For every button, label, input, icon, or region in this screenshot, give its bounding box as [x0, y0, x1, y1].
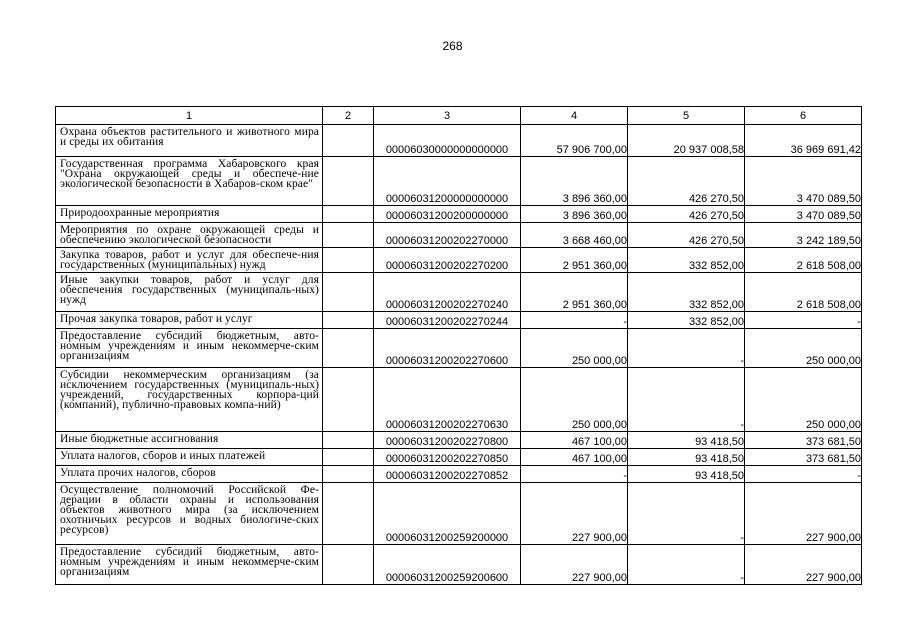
table-row — [56, 248, 862, 273]
row-name-cell: Охрана объектов растительного и животного мира и среды их обитания — [56, 125, 323, 157]
row-col6-value: 227 900,00 — [745, 483, 862, 545]
row-code-cell: 00006031200202270200 — [374, 248, 521, 273]
header-col-2: 2 — [323, 107, 374, 125]
row-name-cell: Иные закупки товаров, работ и услуг для обеспечения государственных (муниципаль-ных) нужд — [56, 273, 323, 312]
row-col5-value: - — [628, 368, 745, 432]
row-col6-value: 2 618 508,00 — [745, 248, 862, 273]
row-code-cell: 00006031200202270240 — [374, 273, 521, 312]
row-col6-value: 3 470 089,50 — [745, 157, 862, 206]
row-code-cell: 00006031200202270600 — [374, 329, 521, 368]
row-code-cell: 00006031200000000000 — [374, 157, 521, 206]
row-col6-value: - — [745, 466, 862, 483]
row-col2-cell — [323, 157, 374, 206]
table-row — [56, 312, 862, 329]
row-code-cell: 00006031200259200000 — [374, 483, 521, 545]
row-col5-value: 426 270,50 — [628, 157, 745, 206]
row-col2-cell — [323, 312, 374, 329]
row-col2-cell — [323, 466, 374, 483]
row-code-cell: 00006031200200000000 — [374, 206, 521, 223]
row-code-cell: 00006030000000000000 — [374, 125, 521, 157]
row-col6-value: 373 681,50 — [745, 432, 862, 449]
row-col4-value: 2 951 360,00 — [521, 273, 628, 312]
row-col4-value: - — [521, 466, 628, 483]
header-col-5: 5 — [628, 107, 745, 125]
row-col2-cell — [323, 329, 374, 368]
row-col6-value: 2 618 508,00 — [745, 273, 862, 312]
row-col2-cell — [323, 206, 374, 223]
row-col5-value: 93 418,50 — [628, 449, 745, 466]
row-col2-cell — [323, 368, 374, 432]
row-col4-value: 2 951 360,00 — [521, 248, 628, 273]
header-col-1: 1 — [56, 107, 323, 125]
table-row — [56, 329, 862, 368]
row-name-cell: Государственная программа Хабаровского края "Охрана окружающей среды и обеспече-ние экологической безопасности в Хабаров-ском крае" — [56, 157, 323, 206]
row-code-cell: 00006031200202270244 — [374, 312, 521, 329]
row-col4-value: 467 100,00 — [521, 432, 628, 449]
row-col5-value: - — [628, 483, 745, 545]
row-col4-value: - — [521, 312, 628, 329]
row-name-cell: Предоставление субсидий бюджетным, авто-номным учреждениям и иным некоммерче-ским организациям — [56, 545, 323, 585]
row-col4-value: 3 896 360,00 — [521, 206, 628, 223]
row-col5-value: 20 937 008,58 — [628, 125, 745, 157]
table-row — [56, 545, 862, 585]
row-name-cell: Мероприятия по охране окружающей среды и обеспечению экологической безопасности — [56, 223, 323, 248]
page-number: 268 — [442, 39, 463, 53]
row-col4-value: 467 100,00 — [521, 449, 628, 466]
table-row — [56, 206, 862, 223]
header-col-6: 6 — [745, 107, 862, 125]
row-col4-value: 250 000,00 — [521, 368, 628, 432]
row-col6-value: 3 470 089,50 — [745, 206, 862, 223]
row-col5-value: 332 852,00 — [628, 312, 745, 329]
table-row — [56, 223, 862, 248]
row-col4-value: 57 906 700,00 — [521, 125, 628, 157]
table-row — [56, 157, 862, 206]
row-col4-value: 3 896 360,00 — [521, 157, 628, 206]
row-col2-cell — [323, 432, 374, 449]
row-col2-cell — [323, 483, 374, 545]
table-row — [56, 125, 862, 157]
header-row — [56, 107, 862, 125]
row-name-cell: Осуществление полномочий Российской Фе-дерации в области охраны и использования объектов животного мира (за исключением охотничьих ресурсов и водных биологиче-ских ресурсов) — [56, 483, 323, 545]
table-row — [56, 273, 862, 312]
row-col2-cell — [323, 248, 374, 273]
row-col2-cell — [323, 273, 374, 312]
row-code-cell: 00006031200202270800 — [374, 432, 521, 449]
row-name-cell: Субсидии некоммерческим организациям (за исключением государственных (муниципаль-ных) учреждений, государственных корпора-ций (компаний), публично-правовых компа-ний) — [56, 368, 323, 432]
row-col6-value: 373 681,50 — [745, 449, 862, 466]
row-col5-value: 332 852,00 — [628, 248, 745, 273]
table-row — [56, 483, 862, 545]
row-name-cell: Уплата налогов, сборов и иных платежей — [56, 449, 323, 466]
row-col5-value: 93 418,50 — [628, 432, 745, 449]
row-col6-value: 250 000,00 — [745, 368, 862, 432]
row-name-cell: Прочая закупка товаров, работ и услуг — [56, 312, 323, 329]
row-col6-value: 227 900,00 — [745, 545, 862, 585]
table-row — [56, 432, 862, 449]
row-code-cell: 00006031200202270000 — [374, 223, 521, 248]
row-col5-value: 426 270,50 — [628, 223, 745, 248]
row-col6-value: 3 242 189,50 — [745, 223, 862, 248]
row-col2-cell — [323, 449, 374, 466]
row-col4-value: 250 000,00 — [521, 329, 628, 368]
row-col5-value: 426 270,50 — [628, 206, 745, 223]
table-row — [56, 466, 862, 483]
row-col4-value: 3 668 460,00 — [521, 223, 628, 248]
row-col5-value: 93 418,50 — [628, 466, 745, 483]
row-name-cell: Природоохранные мероприятия — [56, 206, 323, 223]
row-code-cell: 00006031200202270850 — [374, 449, 521, 466]
row-code-cell: 00006031200259200600 — [374, 545, 521, 585]
row-col6-value: 36 969 691,42 — [745, 125, 862, 157]
row-code-cell: 00006031200202270630 — [374, 368, 521, 432]
row-col6-value: 250 000,00 — [745, 329, 862, 368]
row-col5-value: - — [628, 329, 745, 368]
row-code-cell: 00006031200202270852 — [374, 466, 521, 483]
row-col5-value: - — [628, 545, 745, 585]
row-col4-value: 227 900,00 — [521, 483, 628, 545]
row-name-cell: Закупка товаров, работ и услуг для обеспече-ния государственных (муниципальных) нужд — [56, 248, 323, 273]
row-name-cell: Предоставление субсидий бюджетным, авто-номным учреждениям и иным некоммерче-ским организациям — [56, 329, 323, 368]
row-col6-value: - — [745, 312, 862, 329]
budget-table — [55, 106, 862, 585]
row-col2-cell — [323, 545, 374, 585]
row-col2-cell — [323, 223, 374, 248]
header-col-3: 3 — [374, 107, 521, 125]
table-row — [56, 368, 862, 432]
table-row — [56, 449, 862, 466]
row-col2-cell — [323, 125, 374, 157]
row-col5-value: 332 852,00 — [628, 273, 745, 312]
row-name-cell: Иные бюджетные ассигнования — [56, 432, 323, 449]
header-col-4: 4 — [521, 107, 628, 125]
row-col4-value: 227 900,00 — [521, 545, 628, 585]
row-name-cell: Уплата прочих налогов, сборов — [56, 466, 323, 483]
